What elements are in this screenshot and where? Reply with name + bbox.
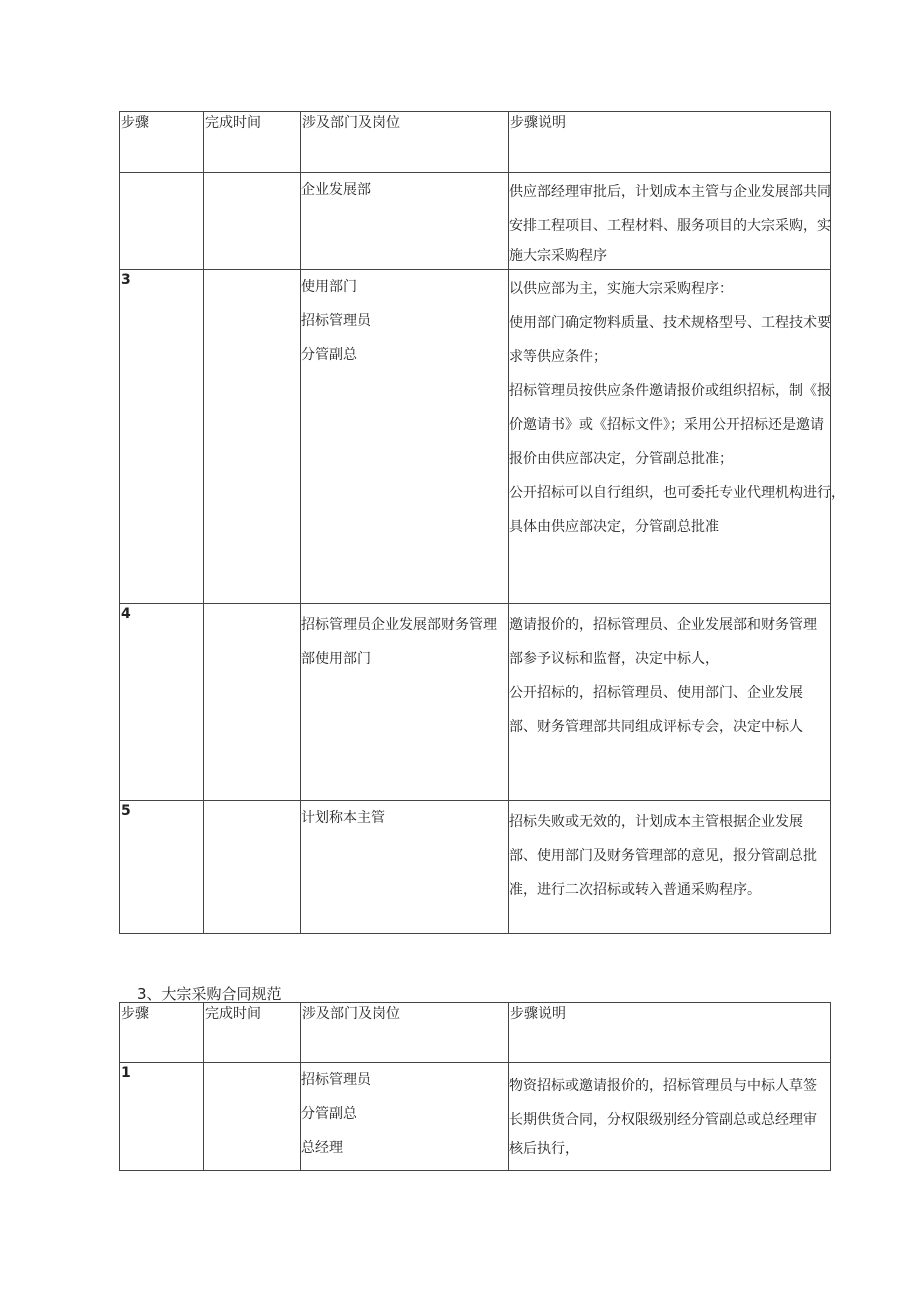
desc-line: 安排工程项目、工程材料、服务项目的大宗采购，实 xyxy=(509,218,831,234)
header-dept-label: 涉及部门及岗位 xyxy=(302,1006,400,1022)
dept-line: 总经理 xyxy=(301,1140,343,1156)
desc-cell xyxy=(509,173,831,270)
step-number xyxy=(120,173,203,175)
header-desc-label: 步骤说明 xyxy=(510,1006,566,1022)
desc-cell xyxy=(509,604,831,801)
table-row xyxy=(120,801,831,934)
section-heading: 3、大宗采购合同规范 xyxy=(137,985,282,1003)
header-step xyxy=(120,112,204,173)
desc-line: 价邀请书》或《招标文件》；采用公开招标还是邀请 xyxy=(509,417,824,433)
time-cell xyxy=(204,270,301,604)
table-row xyxy=(120,604,831,801)
dept-line: 招标管理员企业发展部财务管理 xyxy=(301,617,497,633)
step-cell xyxy=(120,1063,204,1171)
time-cell xyxy=(204,801,301,934)
time-cell xyxy=(204,173,301,270)
desc-line: 邀请报价的，招标管理员、企业发展部和财务管理 xyxy=(509,617,817,633)
procedure-table-1 xyxy=(119,111,845,934)
table-row xyxy=(120,173,831,270)
header-step xyxy=(120,1003,204,1063)
dept-cell xyxy=(301,801,509,934)
dept-line: 使用部门 xyxy=(301,279,357,295)
desc-cell xyxy=(509,1063,831,1171)
header-desc xyxy=(509,112,831,173)
header-time xyxy=(204,112,301,173)
header-dept-label: 涉及部门及岗位 xyxy=(302,115,400,131)
desc-line: 招标管理员按供应条件邀请报价或组织招标，制《报 xyxy=(509,383,831,399)
dept-line: 计划称本主管 xyxy=(301,810,385,826)
table-header-row xyxy=(120,112,831,173)
desc-line: 核后执行， xyxy=(509,1141,579,1157)
step-number: 5 xyxy=(121,803,131,819)
dept-cell xyxy=(301,1063,509,1171)
step-number: 4 xyxy=(121,606,131,622)
dept-line: 分管副总 xyxy=(301,1106,357,1122)
step-cell xyxy=(120,604,204,801)
desc-line: 使用部门确定物料质量、技术规格型号、工程技术要 xyxy=(509,315,831,331)
desc-line: 公开招标的，招标管理员、使用部门、企业发展 xyxy=(509,685,803,701)
header-dept xyxy=(301,112,509,173)
table-header-row xyxy=(120,1003,831,1063)
dept-line: 部使用部门 xyxy=(301,651,371,667)
dept-cell xyxy=(301,270,509,604)
desc-cell xyxy=(509,270,845,604)
desc-line: 以供应部为主，实施大宗采购程序： xyxy=(509,281,733,297)
desc-line: 求等供应条件； xyxy=(509,349,607,365)
dept-line: 招标管理员 xyxy=(301,313,371,329)
desc-line: 长期供货合同，分权限级别经分管副总或总经理审 xyxy=(509,1112,817,1128)
step-cell xyxy=(120,270,204,604)
header-desc-label: 步骤说明 xyxy=(510,115,566,131)
desc-line: 招标失败或无效的，计划成本主管根据企业发展 xyxy=(509,814,803,830)
header-step-label: 步骤 xyxy=(121,1006,149,1022)
desc-line: 公开招标可以自行组织，也可委托专业代理机构进行， xyxy=(509,485,845,501)
header-time-label: 完成时间 xyxy=(205,115,261,131)
procedure-table-2 xyxy=(119,1002,831,1171)
desc-line: 具体由供应部决定，分管副总批准 xyxy=(509,519,719,535)
dept-line: 企业发展部 xyxy=(301,182,371,198)
header-step-label: 步骤 xyxy=(121,115,149,131)
dept-line: 分管副总 xyxy=(301,347,357,363)
header-dept xyxy=(301,1003,509,1063)
step-number: 1 xyxy=(121,1065,131,1081)
desc-line: 部、使用部门及财务管理部的意见，报分管副总批 xyxy=(509,848,817,864)
step-cell xyxy=(120,801,204,934)
desc-line: 部、财务管理部共同组成评标专会，决定中标人 xyxy=(509,719,803,735)
table-row xyxy=(120,1063,831,1171)
time-cell xyxy=(204,1063,301,1171)
table-row xyxy=(120,270,831,604)
time-cell xyxy=(204,604,301,801)
desc-line: 部参予议标和监督，决定中标人， xyxy=(509,651,719,667)
header-desc xyxy=(509,1003,831,1063)
header-time xyxy=(204,1003,301,1063)
desc-line: 报价由供应部决定，分管副总批准； xyxy=(509,451,733,467)
step-cell xyxy=(120,173,204,270)
desc-cell xyxy=(509,801,831,934)
desc-line: 施大宗采购程序 xyxy=(509,248,607,264)
desc-line: 供应部经理审批后，计划成本主管与企业发展部共同 xyxy=(509,184,831,200)
header-time-label: 完成时间 xyxy=(205,1006,261,1022)
desc-line: 准，进行二次招标或转入普通采购程序。 xyxy=(509,882,761,898)
desc-line: 物资招标或邀请报价的，招标管理员与中标人草签 xyxy=(509,1078,817,1094)
dept-cell xyxy=(301,604,509,801)
step-number: 3 xyxy=(121,272,131,288)
dept-cell xyxy=(301,173,509,270)
dept-line: 招标管理员 xyxy=(301,1072,371,1088)
